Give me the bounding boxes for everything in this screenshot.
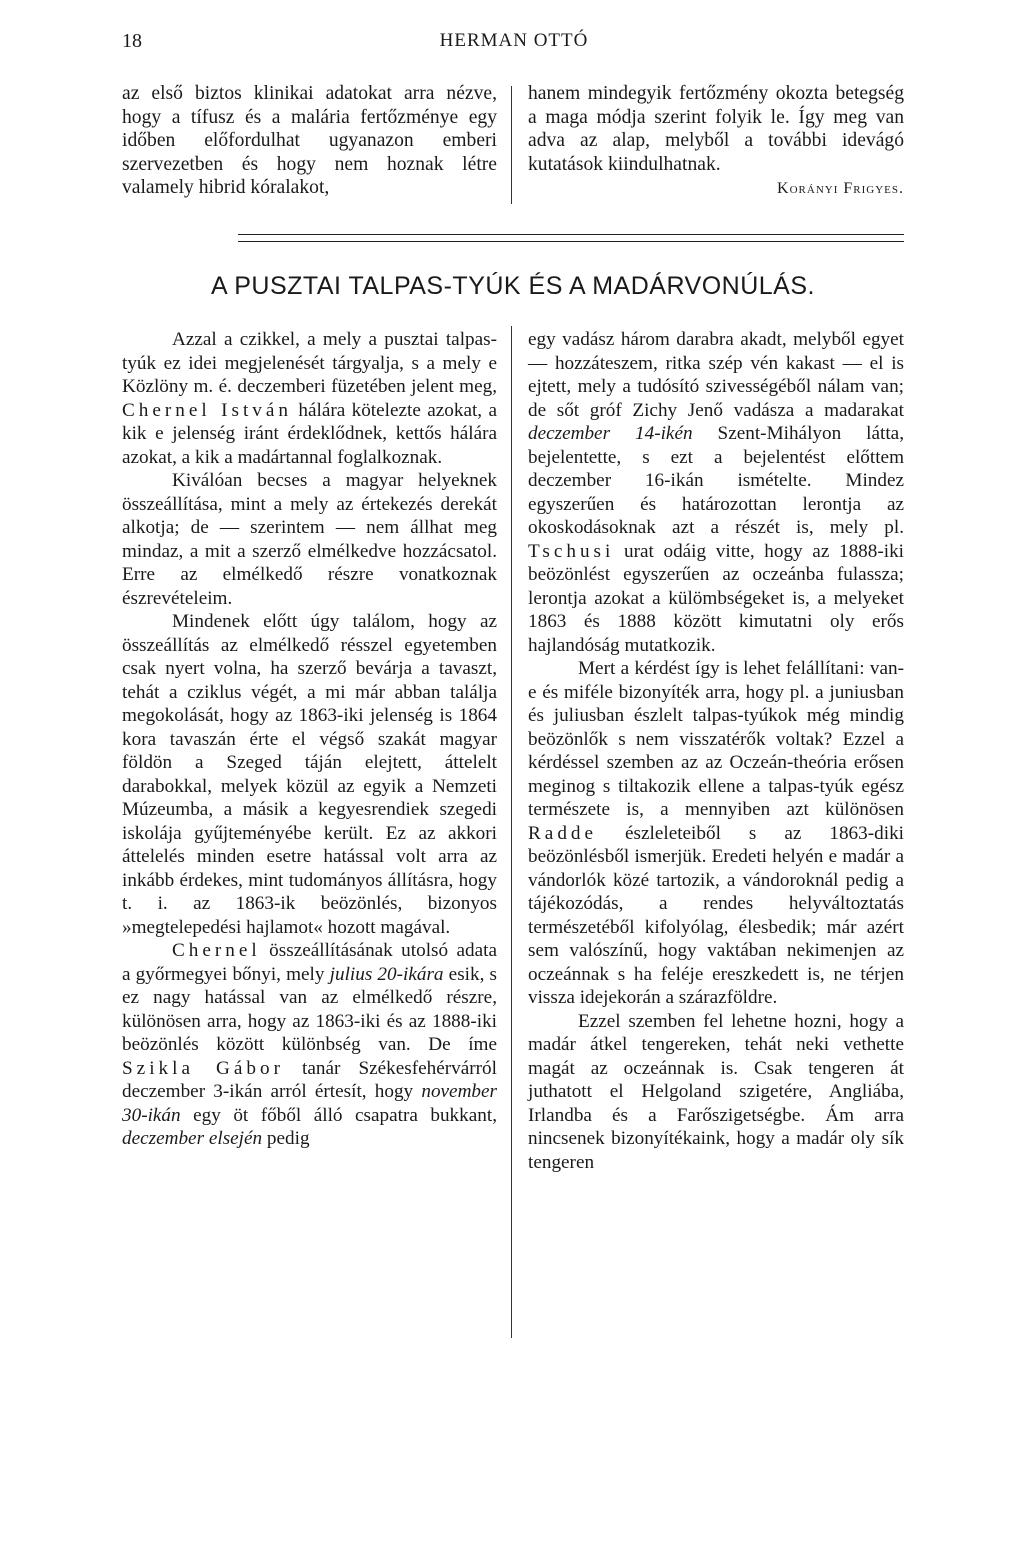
signature-line bbox=[528, 176, 904, 201]
paragraph: Kiválóan becses a magyar helyeknek összeállítása, mint a mely az értekezés derekát alkotja; de — szerintem — nem állhat meg mindaz, a mit a szerző elmélkedve hozzácsatol. Erre az elmélkedő részre vonatkoznak észrevételeim. bbox=[122, 470, 497, 609]
text-run: urat odáig vitte, hogy az 1888-iki beözönlést egyszerűen az oczeánba fulassza; lerontja azokat a külömbségeket is, a melyeket 1863 és 1888 között kimutatni oly erős hajlandóság mutatkozik. bbox=[528, 540, 904, 656]
column-divider-main bbox=[511, 326, 512, 1338]
page-number: 18 bbox=[122, 30, 142, 52]
top-right-text bbox=[528, 82, 904, 176]
article-right-column bbox=[528, 328, 904, 1174]
text-run: tanár Székesfehérvárról deczember 3-ikán arról értesít, hogy bbox=[122, 1057, 497, 1102]
text-run: egy vadász három darabra akadt, melyből egyet — hozzáteszem, ritka szép vén kakast — el is ejtett, mely a tudósító szivességéből nálam van; de sőt gróf Zichy Jenő vadásza a madarakat bbox=[528, 329, 904, 421]
italic-date: julius 20-ikára bbox=[329, 963, 444, 985]
spaced-name: Szikla Gábor bbox=[122, 1057, 284, 1079]
page-header bbox=[122, 30, 906, 60]
article-left-column bbox=[122, 328, 497, 1151]
paragraph bbox=[122, 939, 497, 1151]
text-run: pedig bbox=[262, 1128, 310, 1149]
spaced-name: Chernel István bbox=[122, 399, 293, 421]
top-right-body: hanem mindegyik fertőzmény okozta betegség a maga módja szerint folyik le. Így meg van adva az alap, melyből a további idevágó kutatások kiindulhatnak. bbox=[528, 83, 904, 175]
top-left-column bbox=[122, 82, 497, 200]
italic-date: november 30-ikán bbox=[122, 1081, 497, 1126]
text-run: esik, s ez nagy hatással van az elmélkedő részre, különösen arra, hogy az 1863-iki és az 1888-iki beözönlés között különbség van. De íme bbox=[122, 963, 498, 1055]
column-divider-top bbox=[511, 86, 512, 204]
running-head: HERMAN OTTÓ bbox=[439, 30, 589, 51]
top-right-column bbox=[528, 82, 904, 201]
paragraph: Ezzel szemben fel lehetne hozni, hogy a madár átkel tengereken, tehát neki vethette magát az oczeánnak is. Csak tengeren át juthatott el Helgoland szigetére, Angliába, Irlandba és a Farőszigetségbe. Ám arra nincsenek bizonyítékaink, hogy a madár oly sík tengeren bbox=[528, 1010, 904, 1173]
paragraph bbox=[528, 657, 904, 1010]
text-run: Azzal a czikkel, a mely a pusztai talpas-tyúk ez idei megjelenését tárgyalja, s a mely e Közlöny m. é. deczemberi füzetében jelent meg, bbox=[122, 329, 497, 397]
spaced-name: Chernel bbox=[172, 940, 261, 961]
paragraph bbox=[528, 328, 904, 657]
paragraph bbox=[122, 328, 497, 469]
top-left-text: az első biztos klinikai adatokat arra nézve, hogy a tífusz és a malária fertőzménye egy időben előfordulhat ugyanazon emberi szervezetben és hogy nem hoznak létre valamely hibrid kóralakot, bbox=[122, 83, 497, 199]
section-divider bbox=[238, 234, 904, 242]
text-run: hálára kötelezte azokat, a kik e jelenség iránt érdeklődnek, kettős hálára azokat, a kik a madártannal foglalkoznak. bbox=[122, 399, 497, 468]
italic-date: deczember 14-ikén bbox=[528, 423, 693, 444]
paragraph: Mindenek előtt úgy találom, hogy az összeállítás az elmélkedő résszel egyetemben csak nyert volna, ha szerző bevárja a tavaszt, tehát a cziklus végét, a mi már abban találja megokolását, hogy az 1863-iki jelenség is 1864 kora tavaszán érte el végső szakát magyar földön a Szeged táján elejtett, áttelelt darabokkal, melyek közül az egyik a Nemzeti Múzeumba, a másik a kegyesrendiek szegedi iskolája gyűjteményébe került. Ez az akkori áttelelés minden esetre hatással volt arra az inkább érdekes, mint tudományos állításra, hogy t. i. az 1863-ik beözönlés, bizonyos »megtelepedési hajlamot« hozott magával. bbox=[122, 611, 497, 938]
text-run: észleleteiből s az 1863-diki beözönlésből ismerjük. Eredeti helyén e madár a vándorlók közé tartozik, a vándoroknál pedig a tájékozódás, a rendes helyváltoztatás természetéből kifolyólag, élesbedik; már azért sem valószínű, hogy vaktában nekimenjen az oczeánnak s ha feléje ereszkedett is, ne térjen vissza idejekorán a szárazföldre. bbox=[528, 822, 904, 1008]
spaced-name: Radde bbox=[528, 822, 598, 844]
text-run: összeállításának utolsó adata a győrmegyei bőnyi, mely bbox=[122, 940, 497, 985]
article-title: A PUSZTAI TALPAS-TYÚK ÉS A MADÁRVONÚLÁS. bbox=[211, 272, 815, 300]
spaced-name: Tschusi bbox=[528, 540, 615, 562]
text-run: Mert a kérdést így is lehet felállítani: van-e és miféle bizonyíték arra, hogy pl. a juniusban és juliusban észlelt talpas-tyúkok még mindig beözönlők s nem visszatérők voltak? Ezzel a kérdéssel szemben az az Oczeán-theória erősen meginog s tiltakozik ellene a talpas-tyúk egész természete is, a mennyiben azt különösen bbox=[528, 658, 904, 820]
author-signature: Korányi Frigyes. bbox=[777, 180, 904, 198]
text-run: egy öt főből álló csapatra bukkant, bbox=[180, 1104, 497, 1126]
italic-date: deczember elsején bbox=[122, 1128, 263, 1149]
text-run: Szent-Mihályon látta, bejelentette, s ezt a bejelentést előttem deczember 16-ikán ismételte. Mindez egyszerűen és határozottan lerontja az okoskodásoknak azt a részét is, mely pl. bbox=[528, 423, 904, 538]
